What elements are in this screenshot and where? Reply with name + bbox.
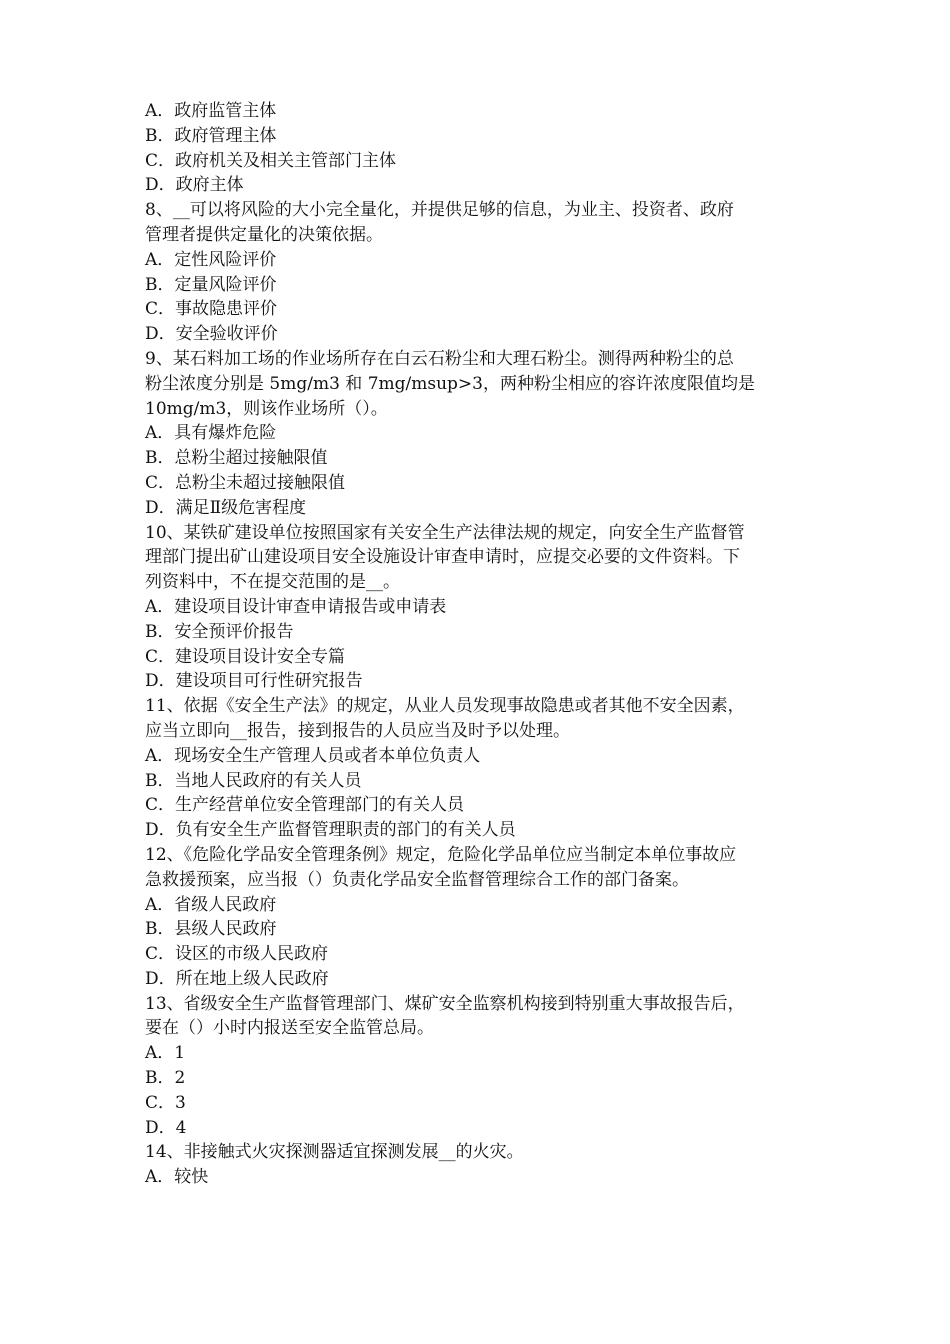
answer-option: B．政府管理主体 [145, 125, 277, 146]
answer-option: B．安全预评价报告 [145, 621, 294, 642]
question-line: 8、__可以将风险的大小完全量化，并提供足够的信息，为业主、投资者、政府 [145, 200, 734, 221]
answer-option: D．负有安全生产监督管理职责的部门的有关人员 [145, 820, 516, 841]
answer-option: A．现场安全生产管理人员或者本单位负责人 [145, 745, 481, 766]
question-line: 粉尘浓度分别是 5mg/m3 和 7mg/msup>3，两种粉尘相应的容许浓度限值均是 [145, 373, 755, 394]
document-page [145, 99, 805, 1190]
question-line: 急救援预案，应当报（）负责化学品安全监督管理综合工作的部门备案。 [145, 869, 689, 890]
answer-option: C．政府机关及相关主管部门主体 [145, 150, 397, 171]
answer-option: C．总粉尘未超过接触限值 [145, 472, 346, 493]
answer-option: C．生产经营单位安全管理部门的有关人员 [145, 795, 465, 816]
answer-option: B．定量风险评价 [145, 274, 277, 295]
answer-option: A．省级人民政府 [145, 894, 277, 915]
question-line: 13、省级安全生产监督管理部门、煤矿安全监察机构接到特别重大事故报告后， [145, 993, 745, 1014]
answer-option: A．政府监管主体 [145, 101, 277, 121]
answer-option: A．具有爆炸危险 [145, 423, 277, 444]
answer-option: D．建设项目可行性研究报告 [145, 671, 363, 692]
question-text [145, 992, 805, 1042]
answer-option: B．总粉尘超过接触限值 [145, 448, 328, 469]
answer-option: A．定性风险评价 [145, 249, 277, 270]
question-line: 应当立即向__报告，接到报告的人员应当及时予以处理。 [145, 720, 570, 741]
question-text [145, 843, 805, 893]
question-line: 11、依据《安全生产法》的规定，从业人员发现事故隐患或者其他不安全因素， [145, 696, 745, 717]
question-text [145, 1140, 805, 1165]
answer-option: C．事故隐患评价 [145, 299, 278, 320]
question-line: 10mg/m3，则该作业场所（）。 [145, 398, 388, 419]
answer-option: A．较快 [145, 1167, 209, 1188]
answer-option: C．设区的市级人民政府 [145, 944, 329, 965]
answer-option: D．所在地上级人民政府 [145, 968, 329, 989]
question-line: 列资料中，不在提交范围的是__。 [145, 572, 400, 593]
answer-option: B．当地人民政府的有关人员 [145, 770, 362, 791]
question-line: 10、某铁矿建设单位按照国家有关安全生产法律法规的规定，向安全生产监督管 [145, 522, 745, 543]
question-line: 14、非接触式火灾探测器适宜探测发展__的火灾。 [145, 1142, 524, 1163]
answer-option: C．建设项目设计安全专篇 [145, 646, 346, 667]
question-text [145, 694, 805, 744]
question-text [145, 521, 805, 595]
question-line: 要在（）小时内报送至安全监管总局。 [145, 1018, 434, 1039]
answer-option: C．3 [145, 1092, 186, 1113]
answer-option: D．政府主体 [145, 175, 244, 196]
answer-option: D．安全验收评价 [145, 324, 278, 345]
answer-option: B．2 [145, 1068, 186, 1089]
answer-option: D．满足Ⅱ级危害程度 [145, 497, 307, 518]
answer-option: A．建设项目设计审查申请报告或申请表 [145, 596, 447, 617]
question-line: 管理者提供定量化的决策依据。 [145, 224, 383, 245]
question-line: 12、《危险化学品安全管理条例》规定，危险化学品单位应当制定本单位事故应 [145, 844, 737, 865]
question-line: 理部门提出矿山建设项目安全设施设计审查申请时，应提交必要的文件资料。下 [145, 547, 740, 568]
answer-option: B．县级人民政府 [145, 919, 277, 940]
question-text [145, 198, 805, 248]
answer-option: A．1 [145, 1043, 186, 1064]
answer-option: D．4 [145, 1117, 187, 1138]
question-text [145, 347, 805, 421]
question-line: 9、某石料加工场的作业场所存在白云石粉尘和大理石粉尘。测得两种粉尘的总 [145, 348, 734, 369]
